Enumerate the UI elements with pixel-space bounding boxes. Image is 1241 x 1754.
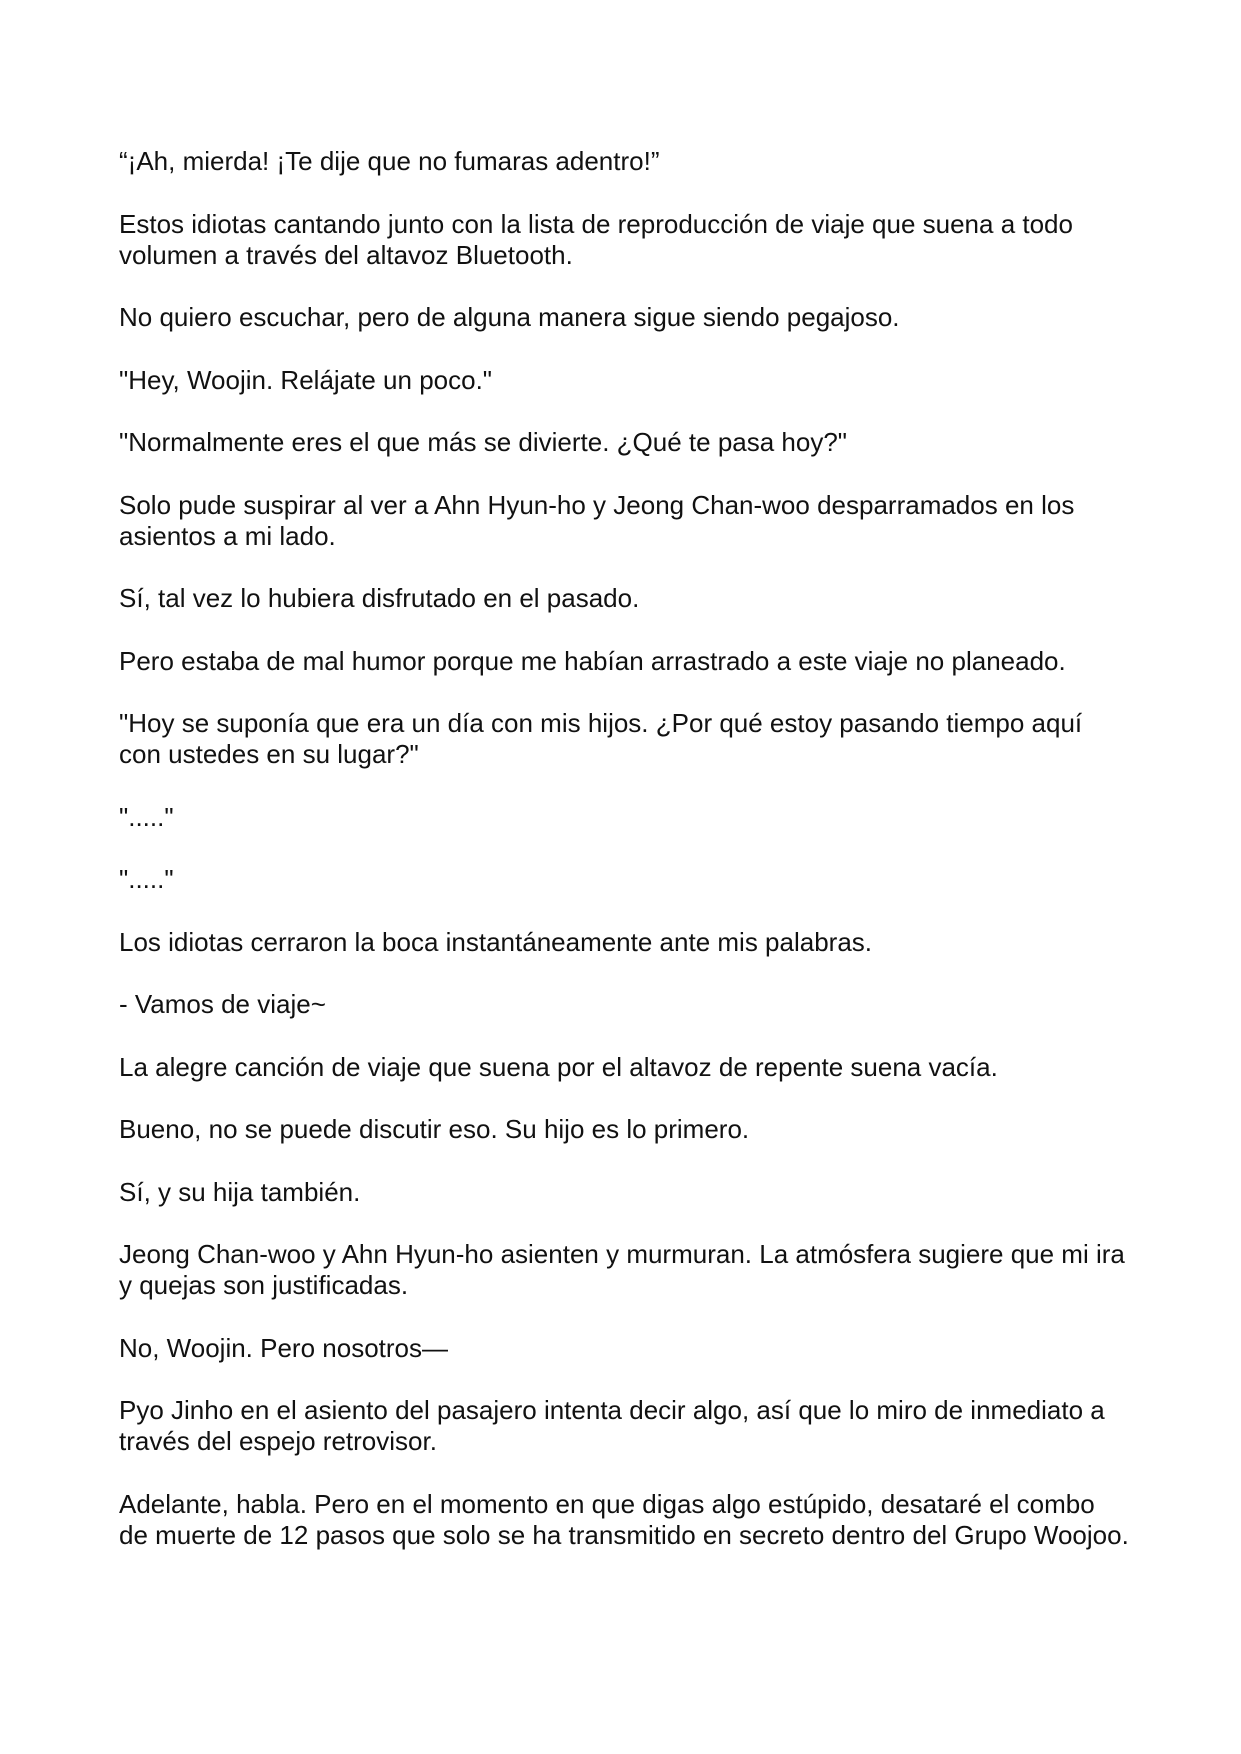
paragraph: Sí, y su hija también.	[119, 1176, 361, 1207]
paragraph: Adelante, habla. Pero en el momento en que digas algo estúpido, desataré el combo de muerte de 12 pasos que solo se ha transmitido en secreto dentro del Grupo Woojoo.	[119, 1488, 1129, 1550]
paragraph: Solo pude suspirar al ver a Ahn Hyun-ho y Jeong Chan-woo desparramados en los asientos a mi lado.	[119, 489, 1075, 551]
paragraph: Pyo Jinho en el asiento del pasajero intenta decir algo, así que lo miro de inmediato a través del espejo retrovisor.	[119, 1395, 1105, 1456]
paragraph: Sí, tal vez lo hubiera disfrutado en el pasado.	[119, 583, 640, 613]
paragraph: Jeong Chan-woo y Ahn Hyun-ho asienten y murmuran. La atmósfera sugiere que mi ira y quejas son justificadas.	[119, 1239, 1125, 1300]
paragraph: No, Woojin. Pero nosotros—	[119, 1332, 448, 1363]
paragraph: "....."	[119, 801, 174, 832]
paragraph: “¡Ah, mierda! ¡Te dije que no fumaras adentro!”	[119, 146, 660, 176]
paragraph: Los idiotas cerraron la boca instantáneamente ante mis palabras.	[119, 926, 872, 957]
paragraph: La alegre canción de viaje que suena por el altavoz de repente suena vacía.	[119, 1051, 998, 1082]
paragraph: "Normalmente eres el que más se divierte. ¿Qué te pasa hoy?"	[119, 427, 848, 457]
paragraph: "Hey, Woojin. Relájate un poco."	[119, 364, 493, 395]
paragraph: Estos idiotas cantando junto con la lista de reproducción de viaje que suena a todo volumen a través del altavoz Bluetooth.	[119, 208, 1073, 270]
paragraph: "Hoy se suponía que era un día con mis hijos. ¿Por qué estoy pasando tiempo aquí con ustedes en su lugar?"	[119, 708, 1083, 769]
paragraph: "....."	[119, 864, 174, 894]
document-body	[119, 146, 1129, 1582]
paragraph: - Vamos de viaje~	[119, 989, 326, 1019]
paragraph: Bueno, no se puede discutir eso. Su hijo es lo primero.	[119, 1114, 750, 1144]
paragraph: Pero estaba de mal humor porque me habían arrastrado a este viaje no planeado.	[119, 645, 1066, 676]
paragraph: No quiero escuchar, pero de alguna manera sigue siendo pegajoso.	[119, 302, 900, 332]
